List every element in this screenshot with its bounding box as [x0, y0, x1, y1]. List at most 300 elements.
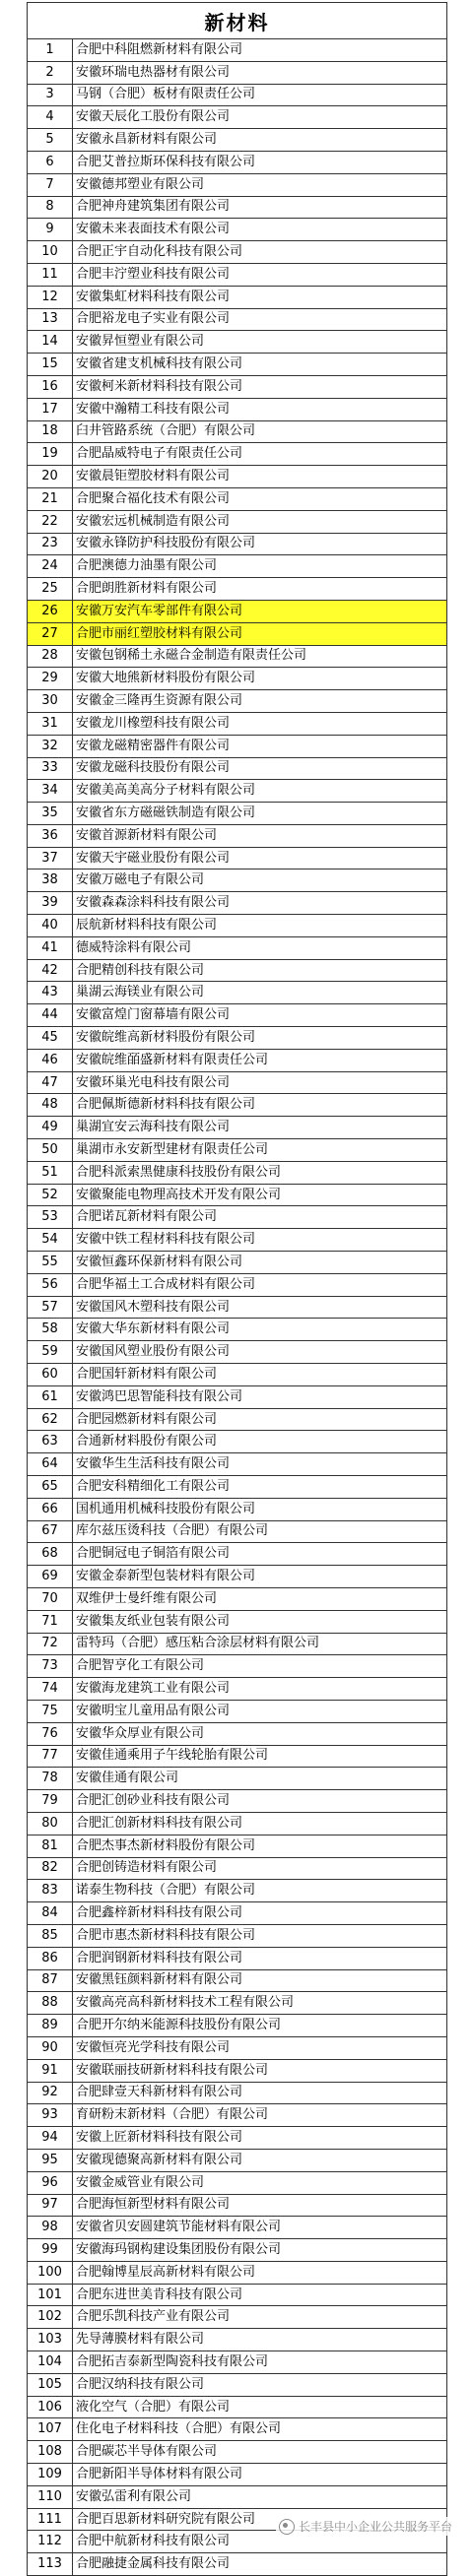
company-name: 库尔兹压烫科技（合肥）有限公司: [73, 1520, 447, 1543]
row-number: 113: [28, 2553, 73, 2576]
company-name: 合通新材料股份有限公司: [73, 1431, 447, 1453]
company-name: 安徽中瀚精工科技有限公司: [73, 398, 447, 420]
row-number: 106: [28, 2396, 73, 2418]
company-name: 合肥艾普拉斯环保科技有限公司: [73, 151, 447, 173]
table-row: [28, 1229, 447, 1252]
company-name: 安徽万磁电子有限公司: [73, 869, 447, 892]
company-name: 安徽高亮高科新材料技术工程有限公司: [73, 1992, 447, 2015]
row-number: 77: [28, 1745, 73, 1768]
row-number: 31: [28, 712, 73, 735]
company-name: 合肥铜冠电子铜箔有限公司: [73, 1543, 447, 1566]
row-number: 25: [28, 578, 73, 601]
row-number: 88: [28, 1992, 73, 2015]
table-row: [28, 2284, 447, 2306]
company-name: 安徽龙磁精密器件有限公司: [73, 735, 447, 757]
company-table: [27, 2, 447, 2576]
table-row: [28, 1969, 447, 1992]
row-number: 81: [28, 1835, 73, 1857]
row-number: 109: [28, 2464, 73, 2486]
row-number: 96: [28, 2171, 73, 2194]
table-row: [28, 1071, 447, 1094]
company-name: 合肥神舟建筑集团有限公司: [73, 196, 447, 219]
company-name: 安徽黑钰颜料新材料有限公司: [73, 1969, 447, 1992]
row-number: 64: [28, 1453, 73, 1476]
table-row: [28, 1835, 447, 1857]
row-number: 3: [28, 84, 73, 106]
table-row: [28, 803, 447, 825]
row-number: 33: [28, 757, 73, 780]
table-row: [28, 735, 447, 757]
row-number: 93: [28, 2104, 73, 2127]
row-number: 35: [28, 803, 73, 825]
company-name: 合肥市惠杰新材料科技有限公司: [73, 1924, 447, 1947]
row-number: 70: [28, 1587, 73, 1610]
table-row: [28, 1790, 447, 1813]
table-row: [28, 780, 447, 803]
table-row: [28, 2059, 447, 2082]
table-row: [28, 443, 447, 466]
company-name: 合肥精创科技有限公司: [73, 959, 447, 982]
company-name: 安徽皖维皕盛新材料有限责任公司: [73, 1049, 447, 1071]
table-row: [28, 1992, 447, 2015]
company-name: 安徽上匠新材料科技有限公司: [73, 2127, 447, 2150]
company-name: 合肥开尔纳米能源科技股份有限公司: [73, 2015, 447, 2037]
row-number: 47: [28, 1071, 73, 1094]
table-row: [28, 1924, 447, 1947]
table-row: [28, 510, 447, 533]
table-row: [28, 1385, 447, 1408]
table-row: [28, 1184, 447, 1206]
company-name: 安徽未来表面技术有限公司: [73, 219, 447, 241]
table-row: [28, 286, 447, 308]
row-number: 23: [28, 533, 73, 555]
company-name: 合肥海恒新型材料有限公司: [73, 2194, 447, 2217]
company-name: 安徽万安汽车零部件有限公司: [73, 600, 447, 622]
table-row: [28, 398, 447, 420]
table-row: [28, 2485, 447, 2508]
row-number: 95: [28, 2149, 73, 2171]
company-list-sheet: [27, 2, 446, 2576]
row-number: 36: [28, 824, 73, 847]
row-number: 21: [28, 487, 73, 510]
company-name: 合肥华福土工合成材料有限公司: [73, 1273, 447, 1296]
row-number: 83: [28, 1880, 73, 1902]
row-number: 45: [28, 1027, 73, 1050]
table-row: [28, 2217, 447, 2239]
table-row: [28, 1027, 447, 1050]
row-number: 84: [28, 1902, 73, 1925]
row-number: 73: [28, 1655, 73, 1678]
row-number: 79: [28, 1790, 73, 1813]
table-row: [28, 578, 447, 601]
company-name: 安徽金泰新型包装材料有限公司: [73, 1566, 447, 1588]
company-name: 合肥拓吉泰新型陶瓷科技有限公司: [73, 2351, 447, 2374]
wechat-official-account-icon: [279, 2519, 295, 2535]
table-row: [28, 1633, 447, 1655]
row-number: 11: [28, 263, 73, 286]
table-row: [28, 959, 447, 982]
company-name: 安徽龙川橡塑科技有限公司: [73, 712, 447, 735]
company-name: 安徽德邦塑业有限公司: [73, 173, 447, 196]
company-name: 安徽恒亮光学科技有限公司: [73, 2036, 447, 2059]
company-name: 合肥汇创新材料科技有限公司: [73, 1812, 447, 1835]
company-name: 合肥安科精细化工有限公司: [73, 1476, 447, 1499]
table-row: [28, 690, 447, 713]
company-name: 合肥国轩新材料有限公司: [73, 1364, 447, 1386]
row-number: 10: [28, 241, 73, 264]
company-name: 臼井管路系统（合肥）有限公司: [73, 420, 447, 443]
watermark-text: 长丰县中小企业公共服务平台: [298, 2520, 452, 2534]
table-row: [28, 106, 447, 129]
row-number: 50: [28, 1139, 73, 1162]
row-number: 17: [28, 398, 73, 420]
company-name: 安徽天宇磁业股份有限公司: [73, 847, 447, 869]
row-number: 101: [28, 2284, 73, 2306]
company-name: 安徽海玛钢构建设集团股份有限公司: [73, 2239, 447, 2262]
company-name: 安徽国风木塑科技有限公司: [73, 1296, 447, 1319]
row-number: 100: [28, 2261, 73, 2284]
row-number: 111: [28, 2508, 73, 2531]
table-row: [28, 1319, 447, 1341]
company-name: 安徽佳通有限公司: [73, 1768, 447, 1790]
row-number: 86: [28, 1947, 73, 1969]
table-row: [28, 915, 447, 937]
company-name: 安徽环巢光电科技有限公司: [73, 1071, 447, 1094]
company-name: 安徽明宝儿童用品有限公司: [73, 1700, 447, 1722]
company-name: 合肥智亨化工有限公司: [73, 1655, 447, 1678]
row-number: 34: [28, 780, 73, 803]
table-row: [28, 1431, 447, 1453]
table-row: [28, 1768, 447, 1790]
row-number: 67: [28, 1520, 73, 1543]
company-name: 安徽佳通乘用子午线轮胎有限公司: [73, 1745, 447, 1768]
company-name: 合肥融捷金属科技有限公司: [73, 2553, 447, 2576]
table-row: [28, 2127, 447, 2150]
table-row: [28, 1587, 447, 1610]
table-row: [28, 1543, 447, 1566]
table-row: [28, 712, 447, 735]
company-name: 安徽大地熊新材料股份有限公司: [73, 668, 447, 690]
company-name: 安徽永昌新材料有限公司: [73, 129, 447, 152]
company-name: 安徽海龙建筑工业有限公司: [73, 1678, 447, 1701]
row-number: 71: [28, 1610, 73, 1633]
table-row: [28, 982, 447, 1004]
row-number: 52: [28, 1184, 73, 1206]
company-name: 巢湖宜安云海科技有限公司: [73, 1117, 447, 1139]
company-name: 合肥佩斯德新材料科技有限公司: [73, 1094, 447, 1117]
table-row: [28, 2306, 447, 2329]
row-number: 110: [28, 2485, 73, 2508]
row-number: 60: [28, 1364, 73, 1386]
table-row: [28, 420, 447, 443]
row-number: 78: [28, 1768, 73, 1790]
row-number: 82: [28, 1857, 73, 1880]
table-row: [28, 1498, 447, 1520]
company-name: 合肥鑫梓新材料科技有限公司: [73, 1902, 447, 1925]
table-row: [28, 1610, 447, 1633]
row-number: 76: [28, 1722, 73, 1745]
table-row: [28, 1341, 447, 1364]
company-name: 安徽晨钜塑胶材料有限公司: [73, 466, 447, 488]
row-number: 58: [28, 1319, 73, 1341]
row-number: 18: [28, 420, 73, 443]
table-row: [28, 1049, 447, 1071]
row-number: 44: [28, 1004, 73, 1027]
company-name: 诺泰生物科技（合肥）有限公司: [73, 1880, 447, 1902]
company-name: 安徽宏远机械制造有限公司: [73, 510, 447, 533]
row-number: 72: [28, 1633, 73, 1655]
row-number: 108: [28, 2441, 73, 2464]
company-name: 合肥新阳半导体材料有限公司: [73, 2464, 447, 2486]
row-number: 30: [28, 690, 73, 713]
table-row: [28, 1902, 447, 1925]
row-number: 22: [28, 510, 73, 533]
company-name: 安徽龙磁科技股份有限公司: [73, 757, 447, 780]
table-row: [28, 375, 447, 398]
table-row: [28, 2329, 447, 2351]
company-name: 合肥裕龙电子实业有限公司: [73, 308, 447, 331]
company-name: 辰航新材料科技有限公司: [73, 915, 447, 937]
row-number: 20: [28, 466, 73, 488]
company-name: 合肥肆壹天科新材料有限公司: [73, 2082, 447, 2104]
table-row: [28, 2194, 447, 2217]
company-name: 安徽昇恒塑业有限公司: [73, 331, 447, 354]
company-name: 巢湖云海镁业有限公司: [73, 982, 447, 1004]
row-number: 42: [28, 959, 73, 982]
row-number: 41: [28, 936, 73, 959]
company-name: 安徽美高美高分子材料有限公司: [73, 780, 447, 803]
row-number: 104: [28, 2351, 73, 2374]
company-name: 安徽大华东新材料有限公司: [73, 1319, 447, 1341]
company-name: 安徽皖维高新材料股份有限公司: [73, 1027, 447, 1050]
company-name: 安徽柯米新材料科技有限公司: [73, 375, 447, 398]
table-row: [28, 1857, 447, 1880]
row-number: 94: [28, 2127, 73, 2150]
row-number: 37: [28, 847, 73, 869]
row-number: 55: [28, 1252, 73, 1274]
row-number: 26: [28, 600, 73, 622]
row-number: 65: [28, 1476, 73, 1499]
company-name: 安徽省贝安圆建筑节能材料有限公司: [73, 2217, 447, 2239]
row-number: 38: [28, 869, 73, 892]
table-row: [28, 936, 447, 959]
company-name: 合肥园燃新材料有限公司: [73, 1408, 447, 1431]
table-row: [28, 354, 447, 376]
row-number: 29: [28, 668, 73, 690]
row-number: 61: [28, 1385, 73, 1408]
table-row: [28, 1520, 447, 1543]
table-row: [28, 668, 447, 690]
company-name: 安徽中铁工程材料科技有限公司: [73, 1229, 447, 1252]
table-row: [28, 2015, 447, 2037]
table-row: [28, 1700, 447, 1722]
company-name: 安徽现德聚高新材料有限公司: [73, 2149, 447, 2171]
company-name: 住化电子材料科技（合肥）有限公司: [73, 2418, 447, 2441]
company-name: 合肥朗胜新材料有限公司: [73, 578, 447, 601]
row-number: 39: [28, 892, 73, 915]
company-name: 合肥东进世美肯科技有限公司: [73, 2284, 447, 2306]
table-row: [28, 2036, 447, 2059]
table-row: [28, 1722, 447, 1745]
table-row: [28, 466, 447, 488]
row-number: 43: [28, 982, 73, 1004]
company-name: 安徽弘雷利有限公司: [73, 2485, 447, 2508]
company-name: 巢湖市永安新型建材有限责任公司: [73, 1139, 447, 1162]
table-row: [28, 2149, 447, 2171]
company-name: 合肥碳芯半导体有限公司: [73, 2441, 447, 2464]
company-name: 合肥中航新材科技有限公司: [73, 2531, 447, 2553]
table-row: [28, 129, 447, 152]
row-number: 6: [28, 151, 73, 173]
company-name: 合肥汇创砂业科技有限公司: [73, 1790, 447, 1813]
row-number: 12: [28, 286, 73, 308]
table-row: [28, 1880, 447, 1902]
company-name: 合肥诺瓦新材料有限公司: [73, 1206, 447, 1229]
table-row: [28, 1094, 447, 1117]
table-title: 新材料: [28, 3, 447, 39]
row-number: 49: [28, 1117, 73, 1139]
table-body: [28, 39, 447, 2576]
row-number: 75: [28, 1700, 73, 1722]
company-name: 安徽永锋防护科技股份有限公司: [73, 533, 447, 555]
table-row: [28, 2239, 447, 2262]
company-name: 安徽鸿巴思智能科技有限公司: [73, 1385, 447, 1408]
row-number: 59: [28, 1341, 73, 1364]
company-name: 合肥百思新材料研究院有限公司: [73, 2508, 447, 2531]
table-row: [28, 84, 447, 106]
company-name: 液化空气（合肥）有限公司: [73, 2396, 447, 2418]
company-name: 双维伊士曼纤维有限公司: [73, 1587, 447, 1610]
table-row: [28, 2396, 447, 2418]
table-row: [28, 1476, 447, 1499]
row-number: 4: [28, 106, 73, 129]
table-row: [28, 2441, 447, 2464]
table-row: [28, 1678, 447, 1701]
table-row: [28, 1812, 447, 1835]
row-number: 54: [28, 1229, 73, 1252]
row-number: 105: [28, 2373, 73, 2396]
company-name: 合肥杰事杰新材料股份有限公司: [73, 1835, 447, 1857]
company-name: 安徽华众厚业有限公司: [73, 1722, 447, 1745]
watermark: [276, 2517, 455, 2536]
company-name: 安徽环瑞电热器材有限公司: [73, 61, 447, 84]
company-name: 合肥正宇自动化科技有限公司: [73, 241, 447, 264]
table-row: [28, 241, 447, 264]
company-name: 安徽省建支机械科技有限公司: [73, 354, 447, 376]
row-number: 32: [28, 735, 73, 757]
row-number: 48: [28, 1094, 73, 1117]
table-row: [28, 487, 447, 510]
company-name: 合肥聚合福化技术有限公司: [73, 487, 447, 510]
row-number: 51: [28, 1161, 73, 1184]
table-row: [28, 1206, 447, 1229]
company-name: 合肥润钢新材料科技有限公司: [73, 1947, 447, 1969]
company-name: 合肥创铸造材料有限公司: [73, 1857, 447, 1880]
company-name: 合肥乐凯科技产业有限公司: [73, 2306, 447, 2329]
table-title-row: [28, 3, 447, 39]
row-number: 89: [28, 2015, 73, 2037]
table-row: [28, 1139, 447, 1162]
company-name: 安徽华生生活科技有限公司: [73, 1453, 447, 1476]
company-name: 合肥中科阻燃新材料有限公司: [73, 39, 447, 62]
company-name: 育研粉末新材料（合肥）有限公司: [73, 2104, 447, 2127]
row-number: 98: [28, 2217, 73, 2239]
table-row: [28, 61, 447, 84]
table-row: [28, 219, 447, 241]
company-name: 安徽聚能电物理高技术开发有限公司: [73, 1184, 447, 1206]
company-name: 安徽恒鑫环保新材料有限公司: [73, 1252, 447, 1274]
table-row: [28, 2373, 447, 2396]
table-row: [28, 892, 447, 915]
row-number: 53: [28, 1206, 73, 1229]
row-number: 85: [28, 1924, 73, 1947]
company-name: 德威特涂料有限公司: [73, 936, 447, 959]
company-name: 合肥晶威特电子有限责任公司: [73, 443, 447, 466]
row-number: 24: [28, 555, 73, 578]
table-row-highlighted: [28, 622, 447, 645]
company-name: 国机通用机械科技股份有限公司: [73, 1498, 447, 1520]
company-name: 合肥翰博星辰高新材料有限公司: [73, 2261, 447, 2284]
company-name: 合肥丰泞塑业科技有限公司: [73, 263, 447, 286]
row-number: 56: [28, 1273, 73, 1296]
company-name: 合肥市丽红塑胶材料有限公司: [73, 622, 447, 645]
company-name: 安徽富煌门窗幕墙有限公司: [73, 1004, 447, 1027]
row-number: 40: [28, 915, 73, 937]
table-row: [28, 645, 447, 668]
table-row: [28, 173, 447, 196]
table-row: [28, 757, 447, 780]
row-number: 57: [28, 1296, 73, 1319]
table-row: [28, 2104, 447, 2127]
table-row: [28, 2418, 447, 2441]
row-number: 90: [28, 2036, 73, 2059]
row-number: 19: [28, 443, 73, 466]
row-number: 5: [28, 129, 73, 152]
table-row: [28, 196, 447, 219]
row-number: 68: [28, 1543, 73, 1566]
row-number: 27: [28, 622, 73, 645]
company-name: 先导薄膜材料有限公司: [73, 2329, 447, 2351]
row-number: 9: [28, 219, 73, 241]
table-row: [28, 1296, 447, 1319]
table-row: [28, 1252, 447, 1274]
table-row: [28, 1408, 447, 1431]
table-row: [28, 2351, 447, 2374]
table-row: [28, 1364, 447, 1386]
table-row: [28, 847, 447, 869]
row-number: 63: [28, 1431, 73, 1453]
table-row: [28, 555, 447, 578]
table-row: [28, 2553, 447, 2576]
row-number: 80: [28, 1812, 73, 1835]
row-number: 66: [28, 1498, 73, 1520]
company-name: 安徽集友纸业包装有限公司: [73, 1610, 447, 1633]
row-number: 107: [28, 2418, 73, 2441]
row-number: 28: [28, 645, 73, 668]
company-name: 安徽金三隆再生资源有限公司: [73, 690, 447, 713]
table-row: [28, 263, 447, 286]
company-name: 安徽国风塑业股份有限公司: [73, 1341, 447, 1364]
row-number: 16: [28, 375, 73, 398]
row-number: 7: [28, 173, 73, 196]
table-row: [28, 824, 447, 847]
table-row: [28, 869, 447, 892]
table-row: [28, 151, 447, 173]
table-row: [28, 1453, 447, 1476]
company-name: 合肥科派索黑健康科技股份有限公司: [73, 1161, 447, 1184]
row-number: 46: [28, 1049, 73, 1071]
row-number: 13: [28, 308, 73, 331]
